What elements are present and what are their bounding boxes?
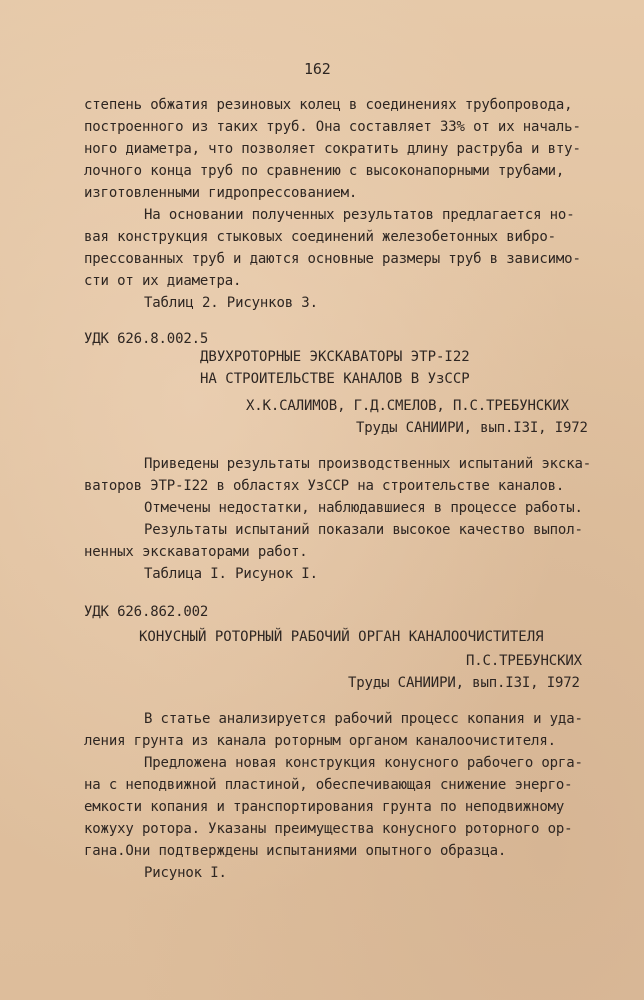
- text-line: прессованных труб и даются основные размеры труб в зависимо-: [84, 251, 581, 267]
- udk-code: УДК 626.862.002: [84, 604, 209, 620]
- text-line: построенного из таких труб. Она составляет 33% от их началь-: [84, 119, 581, 135]
- text-line: ненных экскаваторами работ.: [84, 544, 308, 560]
- text-line: Отмечены недостатки, наблюдавшиеся в процессе работы.: [144, 500, 583, 516]
- text-line: емкости копания и транспортирования грунта по неподвижному: [84, 799, 565, 815]
- text-line: Приведены результаты производственных испытаний экска-: [144, 456, 592, 472]
- text-line: степень обжатия резиновых колец в соединениях трубопровода,: [84, 97, 573, 113]
- text-line: ного диаметра, что позволяет сократить длину раструба и вту-: [84, 141, 581, 157]
- text-line: ления грунта из канала роторным органом каналоочистителя.: [84, 733, 556, 749]
- text-line: кожуху ротора. Указаны преимущества конусного роторного ор-: [84, 821, 573, 837]
- tables-figures-note: Рисунок I.: [144, 865, 227, 881]
- tables-figures-note: Таблица I. Рисунок I.: [144, 566, 318, 582]
- text-line: ваторов ЭТР-I22 в областях УзССР на строительстве каналов.: [84, 478, 565, 494]
- text-line: на с неподвижной пластиной, обеспечивающая снижение энерго-: [84, 777, 573, 793]
- article-title: НА СТРОИТЕЛЬСТВЕ КАНАЛОВ В УзССР: [200, 371, 470, 387]
- udk-code: УДК 626.8.002.5: [84, 331, 209, 347]
- tables-figures-note: Таблиц 2. Рисунков 3.: [144, 295, 318, 311]
- text-line: гана.Они подтверждены испытаниями опытного образца.: [84, 843, 507, 859]
- article-authors: П.С.ТРЕБУНСКИХ: [466, 653, 582, 669]
- text-line: сти от их диаметра.: [84, 273, 242, 289]
- page-number: 162: [304, 60, 331, 78]
- text-line: лочного конца труб по сравнению с высоконапорными трубами,: [84, 163, 565, 179]
- article-source: Труды САНИИРИ, вып.I3I, I972: [348, 675, 580, 691]
- text-line: Предложена новая конструкция конусного рабочего орга-: [144, 755, 583, 771]
- text-line: изготовленными гидропрессованием.: [84, 185, 358, 201]
- article-source: Труды САНИИРИ, вып.I3I, I972: [356, 420, 588, 436]
- article-authors: Х.К.САЛИМОВ, Г.Д.СМЕЛОВ, П.С.ТРЕБУНСКИХ: [246, 398, 569, 414]
- text-line: Результаты испытаний показали высокое качество выпол-: [144, 522, 583, 538]
- text-line: На основании полученных результатов предлагается но-: [144, 207, 575, 223]
- article-title: ДВУХРОТОРНЫЕ ЭКСКАВАТОРЫ ЭТР-I22: [200, 349, 470, 365]
- text-line: В статье анализируется рабочий процесс копания и уда-: [144, 711, 583, 727]
- text-line: вая конструкция стыковых соединений железобетонных вибро-: [84, 229, 556, 245]
- article-title: КОНУСНЫЙ РОТОРНЫЙ РАБОЧИЙ ОРГАН КАНАЛООЧИСТИТЕЛЯ: [139, 629, 544, 645]
